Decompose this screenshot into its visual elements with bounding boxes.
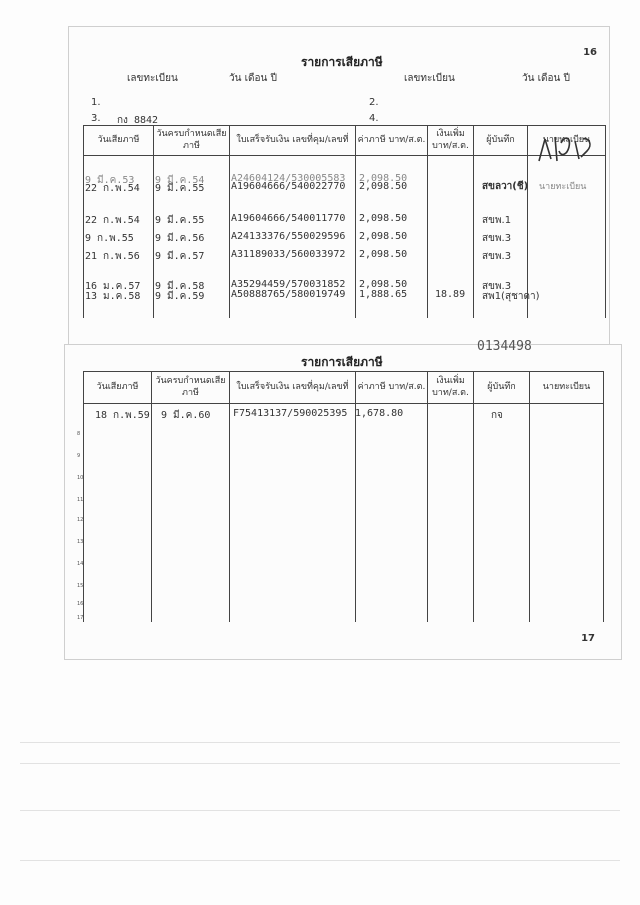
ghost-pay-date: 9 มี.ค.53	[85, 175, 135, 186]
pay-date: 9 ก.พ.55	[85, 233, 134, 244]
due-date: 9 มี.ค.56	[155, 233, 205, 244]
registrar-stamp: นายทะเบียน	[539, 182, 587, 192]
tax-amount: 1,888.65	[359, 289, 408, 300]
header-right-date: วัน เดือน ปี	[522, 73, 570, 84]
col-header: วันครบกำหนดเสียภาษี	[152, 372, 230, 404]
reg-item-num: 2.	[369, 97, 379, 108]
reg-item-num: 4.	[369, 113, 379, 124]
pay-date: 13 ม.ค.58	[85, 291, 141, 302]
ghost-tax: 2,098.50	[359, 173, 408, 184]
due-date: 9 มี.ค.55	[155, 183, 205, 194]
pay-date: 21 ก.พ.56	[85, 251, 140, 262]
reg-item-num: 3.	[91, 113, 101, 124]
col-header: ผู้บันทึก	[474, 372, 530, 404]
row-number: 8	[77, 431, 81, 437]
due-date: 9 มี.ค.60	[161, 410, 211, 421]
col-header: วันครบกำหนดเสียภาษี	[154, 126, 230, 156]
col-header: วันเสียภาษี	[84, 372, 152, 404]
row-number: 10	[77, 475, 84, 481]
pay-date: 18 ก.พ.59	[95, 410, 150, 421]
tax-amount: 2,098.50	[359, 249, 408, 260]
tax-amount: 2,098.50	[359, 213, 408, 224]
col-header: ค่าภาษี บาท/ส.ต.	[356, 126, 428, 156]
col-header: เงินเพิ่ม บาท/ส.ต.	[428, 372, 474, 404]
receipt: A50888765/580019749	[231, 289, 346, 300]
row-number: 14	[77, 561, 84, 567]
row-number: 15	[77, 583, 84, 589]
recorder: สขพ.3	[482, 281, 512, 292]
page-title: รายการเสียภาษี	[301, 55, 383, 69]
scan-line	[20, 763, 620, 764]
col-header: เงินเพิ่ม บาท/ส.ต.	[428, 126, 474, 156]
receipt: A19604666/540011770	[231, 213, 346, 224]
recorder: สพ1(สุชาดา)	[482, 291, 540, 302]
bottom-page	[64, 339, 622, 660]
tax-amount: 1,678.80	[355, 408, 404, 419]
row-number: 12	[77, 517, 84, 523]
receipt: A19604666/540022770	[231, 181, 346, 192]
header-right-label: เลขทะเบียน	[404, 73, 455, 84]
page-title: รายการเสียภาษี	[301, 355, 383, 369]
pay-date: 16 ม.ค.57	[85, 281, 141, 292]
recorder: สขลวา(ชี)	[482, 181, 529, 192]
recorder: สขพ.3	[482, 251, 512, 262]
ghost-due-date: 9 มี.ค.54	[155, 175, 205, 186]
recorder: สขพ.3	[482, 233, 512, 244]
recorder: สขพ.1	[482, 215, 512, 226]
col-header: นายทะเบียน	[530, 372, 604, 404]
row-number: 11	[77, 497, 84, 503]
due-date: 9 มี.ค.55	[155, 215, 205, 226]
row-number: 17	[77, 615, 84, 621]
header-left-date: วัน เดือน ปี	[229, 73, 277, 84]
reg-item-num: 1.	[91, 97, 101, 108]
recorder: กจ	[491, 410, 503, 421]
due-date: 9 มี.ค.59	[155, 291, 205, 302]
extra-amount: 18.89	[435, 289, 466, 300]
page-number: 17	[581, 633, 595, 644]
tax-amount: 2,098.50	[359, 279, 408, 290]
reg-item-value: กง 8842	[117, 115, 159, 126]
scan-line	[20, 742, 620, 743]
receipt: F75413137/590025395	[233, 408, 348, 419]
ghost-receipt: A24604124/530005583	[231, 173, 346, 184]
tax-amount: 2,098.50	[359, 231, 408, 242]
tax-amount: 2,098.50	[359, 181, 408, 192]
row-number: 16	[77, 601, 84, 607]
col-header: นายทะเบียน	[528, 126, 606, 156]
due-date: 9 มี.ค.57	[155, 251, 205, 262]
page-number: 16	[583, 47, 597, 58]
pay-date: 22 ก.พ.54	[85, 215, 140, 226]
col-header: วันเสียภาษี	[84, 126, 154, 156]
receipt: A31189033/560033972	[231, 249, 346, 260]
receipt: A24133376/550029596	[231, 231, 346, 242]
col-header: ใบเสร็จรับเงิน เลขที่คุม/เลขที่	[230, 126, 356, 156]
col-header: ค่าภาษี บาท/ส.ต.	[356, 372, 428, 404]
header-left-label: เลขทะเบียน	[127, 73, 178, 84]
col-header: ใบเสร็จรับเงิน เลขที่คุม/เลขที่	[230, 372, 356, 404]
due-date: 9 มี.ค.58	[155, 281, 205, 292]
receipt: A35294459/570031852	[231, 279, 346, 290]
top-page	[68, 26, 610, 346]
document-number: 0134498	[477, 339, 532, 354]
col-header: ผู้บันทึก	[474, 126, 528, 156]
row-number: 9	[77, 453, 81, 459]
scan-line	[20, 810, 620, 811]
signature	[531, 131, 601, 175]
scan-line	[20, 860, 620, 861]
pay-date: 22 ก.พ.54	[85, 183, 140, 194]
row-number: 13	[77, 539, 84, 545]
